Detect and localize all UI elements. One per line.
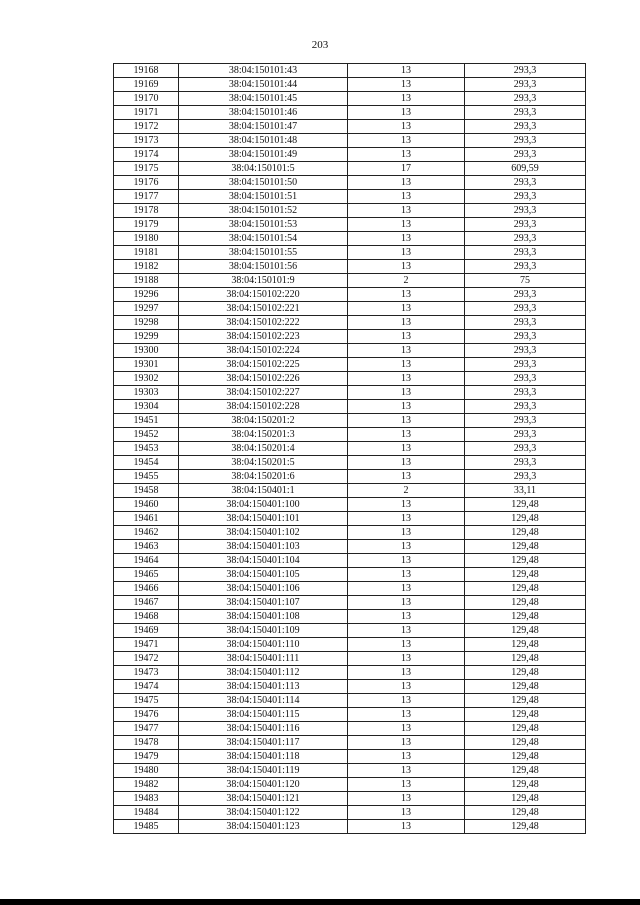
row-number-cell: 19482 [114, 778, 179, 792]
count-cell: 13 [348, 526, 465, 540]
cadastral-number-cell: 38:04:150101:53 [179, 218, 348, 232]
area-cell: 129,48 [465, 680, 586, 694]
cadastral-number-cell: 38:04:150401:107 [179, 596, 348, 610]
count-cell: 13 [348, 820, 465, 834]
table-row [114, 162, 586, 176]
count-cell: 13 [348, 400, 465, 414]
count-cell: 13 [348, 540, 465, 554]
cadastral-number-cell: 38:04:150401:106 [179, 582, 348, 596]
area-cell: 293,3 [465, 386, 586, 400]
row-number-cell: 19179 [114, 218, 179, 232]
table-row [114, 512, 586, 526]
cadastral-number-cell: 38:04:150401:100 [179, 498, 348, 512]
table-row [114, 78, 586, 92]
area-cell: 293,3 [465, 176, 586, 190]
cadastral-number-cell: 38:04:150101:5 [179, 162, 348, 176]
count-cell: 13 [348, 288, 465, 302]
cadastral-number-cell: 38:04:150102:220 [179, 288, 348, 302]
row-number-cell: 19465 [114, 568, 179, 582]
cadastral-number-cell: 38:04:150102:226 [179, 372, 348, 386]
registry-table [113, 63, 586, 834]
count-cell: 13 [348, 764, 465, 778]
cadastral-number-cell: 38:04:150401:120 [179, 778, 348, 792]
area-cell: 129,48 [465, 666, 586, 680]
area-cell: 129,48 [465, 736, 586, 750]
table-row [114, 414, 586, 428]
area-cell: 293,3 [465, 456, 586, 470]
area-cell: 129,48 [465, 708, 586, 722]
row-number-cell: 19304 [114, 400, 179, 414]
area-cell: 293,3 [465, 92, 586, 106]
row-number-cell: 19168 [114, 64, 179, 78]
row-number-cell: 19472 [114, 652, 179, 666]
row-number-cell: 19181 [114, 246, 179, 260]
cadastral-number-cell: 38:04:150401:101 [179, 512, 348, 526]
table-row [114, 428, 586, 442]
area-cell: 129,48 [465, 554, 586, 568]
cadastral-number-cell: 38:04:150401:113 [179, 680, 348, 694]
table-row [114, 106, 586, 120]
cadastral-number-cell: 38:04:150101:46 [179, 106, 348, 120]
area-cell: 75 [465, 274, 586, 288]
row-number-cell: 19467 [114, 596, 179, 610]
cadastral-number-cell: 38:04:150101:48 [179, 134, 348, 148]
row-number-cell: 19452 [114, 428, 179, 442]
row-number-cell: 19463 [114, 540, 179, 554]
table-row [114, 456, 586, 470]
table-row [114, 64, 586, 78]
count-cell: 2 [348, 274, 465, 288]
count-cell: 13 [348, 92, 465, 106]
count-cell: 13 [348, 470, 465, 484]
count-cell: 13 [348, 372, 465, 386]
cadastral-number-cell: 38:04:150201:6 [179, 470, 348, 484]
count-cell: 13 [348, 722, 465, 736]
area-cell: 129,48 [465, 722, 586, 736]
count-cell: 13 [348, 302, 465, 316]
row-number-cell: 19451 [114, 414, 179, 428]
table-row [114, 120, 586, 134]
count-cell: 13 [348, 246, 465, 260]
table-row [114, 148, 586, 162]
area-cell: 293,3 [465, 428, 586, 442]
area-cell: 129,48 [465, 694, 586, 708]
cadastral-number-cell: 38:04:150101:45 [179, 92, 348, 106]
area-cell: 293,3 [465, 204, 586, 218]
count-cell: 13 [348, 386, 465, 400]
count-cell: 13 [348, 148, 465, 162]
area-cell: 129,48 [465, 512, 586, 526]
count-cell: 13 [348, 106, 465, 120]
area-cell: 293,3 [465, 358, 586, 372]
area-cell: 129,48 [465, 526, 586, 540]
area-cell: 129,48 [465, 596, 586, 610]
table-row [114, 750, 586, 764]
area-cell: 293,3 [465, 190, 586, 204]
table-row [114, 176, 586, 190]
table-row [114, 764, 586, 778]
row-number-cell: 19476 [114, 708, 179, 722]
area-cell: 129,48 [465, 610, 586, 624]
area-cell: 293,3 [465, 400, 586, 414]
area-cell: 129,48 [465, 540, 586, 554]
area-cell: 129,48 [465, 750, 586, 764]
row-number-cell: 19303 [114, 386, 179, 400]
count-cell: 13 [348, 344, 465, 358]
count-cell: 13 [348, 736, 465, 750]
count-cell: 13 [348, 64, 465, 78]
area-cell: 129,48 [465, 652, 586, 666]
row-number-cell: 19178 [114, 204, 179, 218]
cadastral-number-cell: 38:04:150102:225 [179, 358, 348, 372]
table-row [114, 372, 586, 386]
row-number-cell: 19175 [114, 162, 179, 176]
row-number-cell: 19176 [114, 176, 179, 190]
cadastral-number-cell: 38:04:150401:108 [179, 610, 348, 624]
table-row [114, 778, 586, 792]
area-cell: 129,48 [465, 820, 586, 834]
table-row [114, 582, 586, 596]
count-cell: 13 [348, 176, 465, 190]
table-row [114, 246, 586, 260]
cadastral-number-cell: 38:04:150401:102 [179, 526, 348, 540]
area-cell: 293,3 [465, 442, 586, 456]
table-row [114, 708, 586, 722]
area-cell: 129,48 [465, 582, 586, 596]
table-row [114, 554, 586, 568]
table-row [114, 624, 586, 638]
row-number-cell: 19453 [114, 442, 179, 456]
row-number-cell: 19180 [114, 232, 179, 246]
cadastral-number-cell: 38:04:150102:221 [179, 302, 348, 316]
count-cell: 13 [348, 316, 465, 330]
cadastral-number-cell: 38:04:150101:54 [179, 232, 348, 246]
table-row [114, 792, 586, 806]
row-number-cell: 19296 [114, 288, 179, 302]
table-row [114, 540, 586, 554]
row-number-cell: 19464 [114, 554, 179, 568]
area-cell: 293,3 [465, 64, 586, 78]
row-number-cell: 19454 [114, 456, 179, 470]
area-cell: 293,3 [465, 330, 586, 344]
cadastral-number-cell: 38:04:150401:117 [179, 736, 348, 750]
count-cell: 13 [348, 610, 465, 624]
row-number-cell: 19172 [114, 120, 179, 134]
row-number-cell: 19485 [114, 820, 179, 834]
area-cell: 129,48 [465, 498, 586, 512]
count-cell: 13 [348, 204, 465, 218]
cadastral-number-cell: 38:04:150401:122 [179, 806, 348, 820]
cadastral-number-cell: 38:04:150401:110 [179, 638, 348, 652]
cadastral-number-cell: 38:04:150102:224 [179, 344, 348, 358]
row-number-cell: 19479 [114, 750, 179, 764]
cadastral-number-cell: 38:04:150102:223 [179, 330, 348, 344]
table-row [114, 92, 586, 106]
count-cell: 13 [348, 806, 465, 820]
table-row [114, 358, 586, 372]
area-cell: 293,3 [465, 344, 586, 358]
cadastral-number-cell: 38:04:150201:4 [179, 442, 348, 456]
row-number-cell: 19474 [114, 680, 179, 694]
count-cell: 13 [348, 666, 465, 680]
table-row [114, 596, 586, 610]
count-cell: 17 [348, 162, 465, 176]
row-number-cell: 19188 [114, 274, 179, 288]
count-cell: 13 [348, 638, 465, 652]
count-cell: 2 [348, 484, 465, 498]
table-row [114, 694, 586, 708]
cadastral-number-cell: 38:04:150101:52 [179, 204, 348, 218]
count-cell: 13 [348, 750, 465, 764]
row-number-cell: 19484 [114, 806, 179, 820]
table-row [114, 638, 586, 652]
area-cell: 129,48 [465, 568, 586, 582]
count-cell: 13 [348, 596, 465, 610]
count-cell: 13 [348, 232, 465, 246]
table-body [114, 64, 586, 834]
cadastral-number-cell: 38:04:150401:118 [179, 750, 348, 764]
table-row [114, 806, 586, 820]
table-row [114, 260, 586, 274]
count-cell: 13 [348, 218, 465, 232]
table-row [114, 680, 586, 694]
area-cell: 293,3 [465, 148, 586, 162]
area-cell: 293,3 [465, 414, 586, 428]
count-cell: 13 [348, 694, 465, 708]
count-cell: 13 [348, 792, 465, 806]
table-row [114, 568, 586, 582]
page-number: 203 [311, 39, 329, 51]
count-cell: 13 [348, 582, 465, 596]
count-cell: 13 [348, 190, 465, 204]
table-row [114, 330, 586, 344]
cadastral-number-cell: 38:04:150101:44 [179, 78, 348, 92]
count-cell: 13 [348, 78, 465, 92]
row-number-cell: 19468 [114, 610, 179, 624]
row-number-cell: 19483 [114, 792, 179, 806]
table-row [114, 302, 586, 316]
cadastral-number-cell: 38:04:150401:109 [179, 624, 348, 638]
area-cell: 293,3 [465, 470, 586, 484]
row-number-cell: 19460 [114, 498, 179, 512]
cadastral-number-cell: 38:04:150102:228 [179, 400, 348, 414]
cadastral-number-cell: 38:04:150201:3 [179, 428, 348, 442]
area-cell: 129,48 [465, 638, 586, 652]
table-row [114, 274, 586, 288]
row-number-cell: 19170 [114, 92, 179, 106]
cadastral-number-cell: 38:04:150401:1 [179, 484, 348, 498]
row-number-cell: 19477 [114, 722, 179, 736]
count-cell: 13 [348, 442, 465, 456]
row-number-cell: 19300 [114, 344, 179, 358]
table-row [114, 736, 586, 750]
area-cell: 33,11 [465, 484, 586, 498]
table-row [114, 386, 586, 400]
table-row [114, 204, 586, 218]
table-row [114, 190, 586, 204]
area-cell: 293,3 [465, 106, 586, 120]
cadastral-number-cell: 38:04:150101:9 [179, 274, 348, 288]
cadastral-number-cell: 38:04:150401:116 [179, 722, 348, 736]
row-number-cell: 19171 [114, 106, 179, 120]
row-number-cell: 19473 [114, 666, 179, 680]
row-number-cell: 19297 [114, 302, 179, 316]
count-cell: 13 [348, 428, 465, 442]
area-cell: 129,48 [465, 778, 586, 792]
count-cell: 13 [348, 680, 465, 694]
cadastral-number-cell: 38:04:150401:104 [179, 554, 348, 568]
area-cell: 293,3 [465, 288, 586, 302]
row-number-cell: 19169 [114, 78, 179, 92]
table-row [114, 288, 586, 302]
count-cell: 13 [348, 652, 465, 666]
area-cell: 293,3 [465, 302, 586, 316]
cadastral-number-cell: 38:04:150102:222 [179, 316, 348, 330]
area-cell: 293,3 [465, 218, 586, 232]
table-row [114, 232, 586, 246]
row-number-cell: 19302 [114, 372, 179, 386]
table-row [114, 218, 586, 232]
row-number-cell: 19455 [114, 470, 179, 484]
area-cell: 129,48 [465, 792, 586, 806]
area-cell: 129,48 [465, 764, 586, 778]
cadastral-number-cell: 38:04:150101:47 [179, 120, 348, 134]
area-cell: 293,3 [465, 246, 586, 260]
count-cell: 13 [348, 134, 465, 148]
table-row [114, 316, 586, 330]
row-number-cell: 19462 [114, 526, 179, 540]
cadastral-number-cell: 38:04:150401:119 [179, 764, 348, 778]
cadastral-number-cell: 38:04:150102:227 [179, 386, 348, 400]
row-number-cell: 19480 [114, 764, 179, 778]
cadastral-number-cell: 38:04:150401:103 [179, 540, 348, 554]
cadastral-number-cell: 38:04:150101:56 [179, 260, 348, 274]
count-cell: 13 [348, 358, 465, 372]
row-number-cell: 19174 [114, 148, 179, 162]
cadastral-number-cell: 38:04:150401:112 [179, 666, 348, 680]
area-cell: 293,3 [465, 120, 586, 134]
count-cell: 13 [348, 414, 465, 428]
count-cell: 13 [348, 708, 465, 722]
count-cell: 13 [348, 568, 465, 582]
area-cell: 293,3 [465, 134, 586, 148]
table-row [114, 470, 586, 484]
row-number-cell: 19466 [114, 582, 179, 596]
row-number-cell: 19299 [114, 330, 179, 344]
row-number-cell: 19458 [114, 484, 179, 498]
area-cell: 293,3 [465, 372, 586, 386]
area-cell: 609,59 [465, 162, 586, 176]
table-row [114, 484, 586, 498]
table-row [114, 442, 586, 456]
row-number-cell: 19182 [114, 260, 179, 274]
area-cell: 293,3 [465, 232, 586, 246]
row-number-cell: 19471 [114, 638, 179, 652]
cadastral-number-cell: 38:04:150101:50 [179, 176, 348, 190]
count-cell: 13 [348, 554, 465, 568]
count-cell: 13 [348, 330, 465, 344]
cadastral-number-cell: 38:04:150101:51 [179, 190, 348, 204]
cadastral-number-cell: 38:04:150401:121 [179, 792, 348, 806]
area-cell: 293,3 [465, 78, 586, 92]
table-row [114, 400, 586, 414]
count-cell: 13 [348, 512, 465, 526]
cadastral-number-cell: 38:04:150401:114 [179, 694, 348, 708]
row-number-cell: 19461 [114, 512, 179, 526]
table-row [114, 610, 586, 624]
row-number-cell: 19298 [114, 316, 179, 330]
area-cell: 293,3 [465, 316, 586, 330]
table-row [114, 526, 586, 540]
cadastral-number-cell: 38:04:150401:111 [179, 652, 348, 666]
cadastral-number-cell: 38:04:150201:5 [179, 456, 348, 470]
table-row [114, 344, 586, 358]
count-cell: 13 [348, 120, 465, 134]
cadastral-number-cell: 38:04:150101:49 [179, 148, 348, 162]
cadastral-number-cell: 38:04:150101:43 [179, 64, 348, 78]
cadastral-number-cell: 38:04:150401:115 [179, 708, 348, 722]
count-cell: 13 [348, 260, 465, 274]
row-number-cell: 19469 [114, 624, 179, 638]
table-row [114, 498, 586, 512]
table-row [114, 722, 586, 736]
cadastral-number-cell: 38:04:150101:55 [179, 246, 348, 260]
row-number-cell: 19177 [114, 190, 179, 204]
row-number-cell: 19478 [114, 736, 179, 750]
table-row [114, 134, 586, 148]
table-row [114, 666, 586, 680]
count-cell: 13 [348, 624, 465, 638]
row-number-cell: 19173 [114, 134, 179, 148]
table-row [114, 820, 586, 834]
cadastral-number-cell: 38:04:150401:105 [179, 568, 348, 582]
row-number-cell: 19475 [114, 694, 179, 708]
area-cell: 129,48 [465, 624, 586, 638]
area-cell: 293,3 [465, 260, 586, 274]
cadastral-number-cell: 38:04:150201:2 [179, 414, 348, 428]
count-cell: 13 [348, 778, 465, 792]
row-number-cell: 19301 [114, 358, 179, 372]
scan-edge-bar [0, 899, 640, 905]
cadastral-number-cell: 38:04:150401:123 [179, 820, 348, 834]
count-cell: 13 [348, 498, 465, 512]
area-cell: 129,48 [465, 806, 586, 820]
count-cell: 13 [348, 456, 465, 470]
table-row [114, 652, 586, 666]
